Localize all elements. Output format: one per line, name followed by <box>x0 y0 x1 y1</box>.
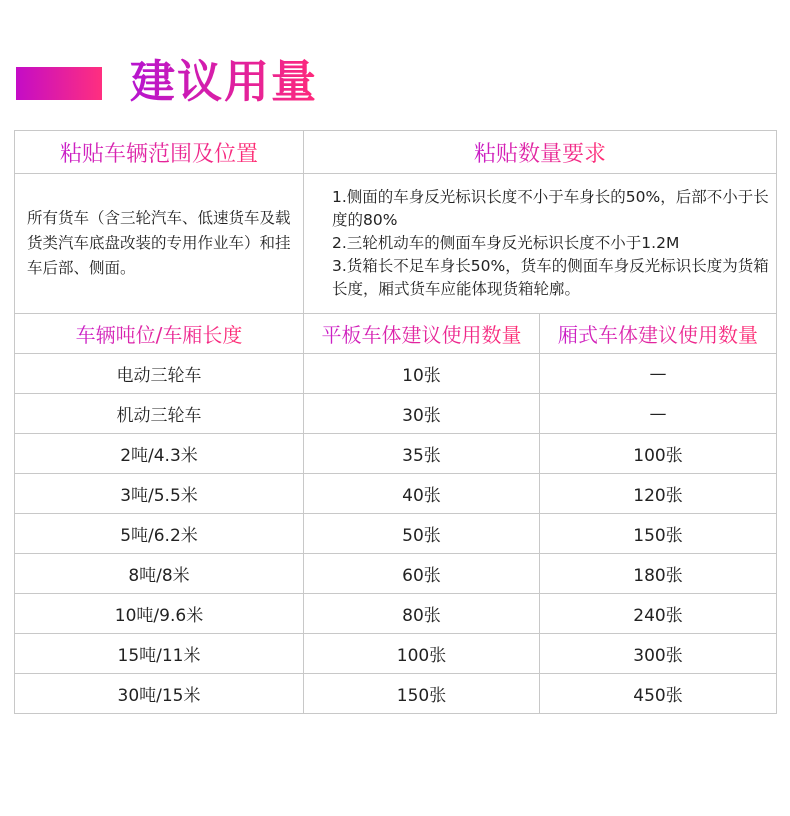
box-qty-cell: 100张 <box>540 434 777 474</box>
quantity-title-cell <box>304 131 777 174</box>
table-row <box>15 434 777 474</box>
table-row <box>15 514 777 554</box>
table-row <box>15 674 777 714</box>
tonnage-cell: 电动三轮车 <box>15 354 304 394</box>
tonnage-cell: 10吨/9.6米 <box>15 594 304 634</box>
box-qty-cell: 120张 <box>540 474 777 514</box>
page-title: 建议用量 <box>130 52 318 112</box>
box-qty-cell: — <box>540 354 777 394</box>
flatbed-qty-cell: 10张 <box>304 354 540 394</box>
tonnage-cell: 15吨/11米 <box>15 634 304 674</box>
tonnage-cell: 2吨/4.3米 <box>15 434 304 474</box>
quantity-title: 粘贴数量要求 <box>474 141 607 167</box>
table-row <box>15 634 777 674</box>
table-row <box>15 474 777 514</box>
column-header: 厢式车体建议使用数量 <box>540 314 777 354</box>
flatbed-qty-cell: 60张 <box>304 554 540 594</box>
sticker-header-row <box>15 131 777 174</box>
table-row <box>15 594 777 634</box>
range-title: 粘贴车辆范围及位置 <box>59 141 258 167</box>
flatbed-qty-cell: 80张 <box>304 594 540 634</box>
table-row <box>15 554 777 594</box>
tonnage-cell: 5吨/6.2米 <box>15 514 304 554</box>
box-qty-cell: 450张 <box>540 674 777 714</box>
section-header <box>0 50 790 114</box>
box-qty-cell: 240张 <box>540 594 777 634</box>
tonnage-cell: 8吨/8米 <box>15 554 304 594</box>
requirements-description <box>304 174 777 314</box>
table-row <box>15 394 777 434</box>
column-header-row <box>15 314 777 354</box>
range-title-cell <box>15 131 304 174</box>
tonnage-cell: 机动三轮车 <box>15 394 304 434</box>
table-row <box>15 354 777 394</box>
tonnage-cell: 30吨/15米 <box>15 674 304 714</box>
box-qty-cell: — <box>540 394 777 434</box>
flatbed-qty-cell: 30张 <box>304 394 540 434</box>
usage-table <box>14 130 777 714</box>
flatbed-qty-cell: 50张 <box>304 514 540 554</box>
column-header: 车辆吨位/车厢长度 <box>15 314 304 354</box>
flatbed-qty-cell: 35张 <box>304 434 540 474</box>
requirement-item: 2.三轮机动车的侧面车身反光标识长度不小于1.2M <box>332 234 680 252</box>
description-row <box>15 174 777 314</box>
flatbed-qty-cell: 100张 <box>304 634 540 674</box>
accent-bar <box>16 67 102 100</box>
requirement-item: 3.货箱长不足车身长50%，货车的侧面车身反光标识长度为货箱长度，厢式货车应能体现货箱轮廓。 <box>332 257 769 298</box>
box-qty-cell: 150张 <box>540 514 777 554</box>
column-header: 平板车体建议使用数量 <box>304 314 540 354</box>
requirement-item: 1.侧面的车身反光标识长度不小于车身长的50%，后部不小于长度的80% <box>332 188 769 229</box>
flatbed-qty-cell: 40张 <box>304 474 540 514</box>
flatbed-qty-cell: 150张 <box>304 674 540 714</box>
box-qty-cell: 300张 <box>540 634 777 674</box>
box-qty-cell: 180张 <box>540 554 777 594</box>
tonnage-cell: 3吨/5.5米 <box>15 474 304 514</box>
range-description: 所有货车（含三轮汽车、低速货车及载货类汽车底盘改装的专用作业车）和挂车后部、侧面。 <box>15 174 304 314</box>
